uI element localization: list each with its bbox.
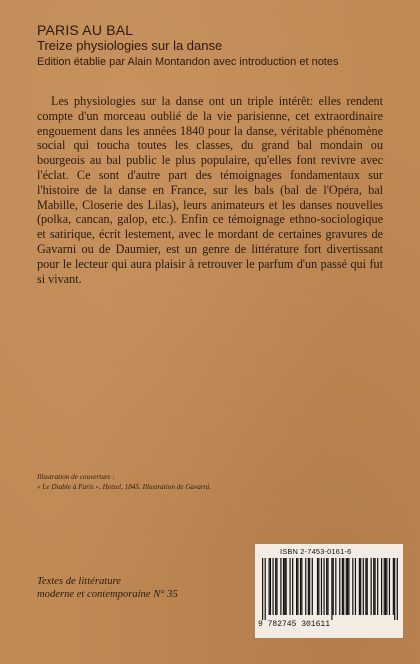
barcode-bar-21 [317,558,318,615]
series-name [37,575,237,601]
barcode-bar-51 [389,558,390,615]
barcode-bar-38 [359,558,360,615]
barcode-bar-6 [276,558,277,615]
barcode-bar-48 [384,558,385,615]
barcode-bar-4 [272,558,273,615]
barcode-bar-11 [289,558,290,615]
barcode-bar-53 [394,558,395,620]
barcode-bar-52 [393,558,394,615]
barcode-bar-47 [381,558,382,615]
barcode-bar-13 [296,558,297,615]
barcode-bar-37 [355,558,356,615]
barcode-bar-49 [385,558,386,615]
book-title: PARIS AU BAL [37,22,134,38]
barcode-bar-32 [343,558,344,615]
credit-text: « Le Diable à Paris », Hetzel, 1845. Illustration de Gavarni. [37,482,212,491]
barcode-bar-30 [339,558,340,615]
barcode-bar-1 [265,558,266,620]
barcode-bar-17 [305,558,306,615]
series-line-2: moderne et contemporaine N° 35 [37,589,178,600]
barcode-bar-2 [269,558,270,615]
barcode-bar-42 [367,558,368,615]
barcode-bar-25 [326,558,327,615]
credit-label: Illustration de couverture : [37,473,115,481]
barcode-bar-45 [374,558,375,615]
isbn-label: ISBN 2-7453-0161-6 [280,547,352,556]
barcode-bar-33 [346,558,347,615]
barcode-bar-14 [297,558,298,615]
barcode-bar-28 [333,558,334,615]
barcode-bar-20 [312,558,313,615]
book-subtitle: Treize physiologies sur la danse [37,38,223,53]
barcode-bar-29 [335,558,336,615]
barcode-bar-41 [365,558,366,615]
barcode-bar-10 [286,558,287,615]
barcode-bar-22 [318,558,319,615]
barcode-bar-23 [321,558,322,615]
barcode-bar-27 [331,558,332,620]
barcode-bar-39 [360,558,361,615]
barcode-bars [262,558,398,620]
barcode-bar-7 [280,558,281,615]
edition-note: Edition établie par Alain Montandon avec introduction et notes [37,56,339,68]
barcode-bar-50 [386,558,387,615]
barcode-bar-54 [397,558,398,620]
barcode-bar-8 [283,558,284,615]
barcode-bar-24 [323,558,324,615]
cover-illustration-credit [37,473,397,492]
barcode-bar-44 [373,558,374,615]
cover-header [37,22,407,69]
ean-digits: 9 782745 301611 [258,620,331,629]
barcode-bar-9 [284,558,285,615]
barcode-bar-36 [352,558,353,615]
barcode-bar-43 [371,558,372,615]
barcode-bar-31 [342,558,343,615]
barcode-bar-16 [301,558,302,615]
barcode-bar-19 [309,558,310,615]
barcode-bar-3 [270,558,271,615]
barcode-bar-15 [300,558,301,615]
barcode-bar-34 [347,558,348,615]
barcode-bar-18 [308,558,309,615]
barcode-bar-12 [292,558,293,615]
barcode-bar-0 [262,558,263,620]
barcode-bar-46 [377,558,378,615]
barcode-bar-40 [363,558,364,615]
barcode-bar-26 [327,558,328,615]
blurb-paragraph: Les physiologies sur la danse ont un triple intérêt: elles rendent compte d'un morceau oublié de la vie parisienne, cet extraordinaire engouement dans les années 1840 pour la danse, véritable phénomène social qui toucha toutes les classes, du grand bal mondain ou bourgeois au bal public le plus populaire, qu'elles font revivre avec l'éclat. Ce sont d'autre part des témoignages fondamentaux sur l'histoire de la danse en France, sur les bals (bal de l'Opéra, bal Mabille, Closerie des Lilas), leurs animateurs et les danses nouvelles (polka, cancan, galop, etc.). Enfin ce témoignage ethno-sociologique et satirique, écrit lestement, avec le mordant de certaines gravures de Gavarni ou de Daumier, est un genre de littérature fort divertissant pour le lecteur qui aura plaisir à retrouver le parfum d'un passé qui fut si vivant. [37,94,383,286]
series-line-1: Textes de littérature [37,576,121,587]
barcode-bar-35 [348,558,349,615]
barcode-bar-5 [275,558,276,615]
